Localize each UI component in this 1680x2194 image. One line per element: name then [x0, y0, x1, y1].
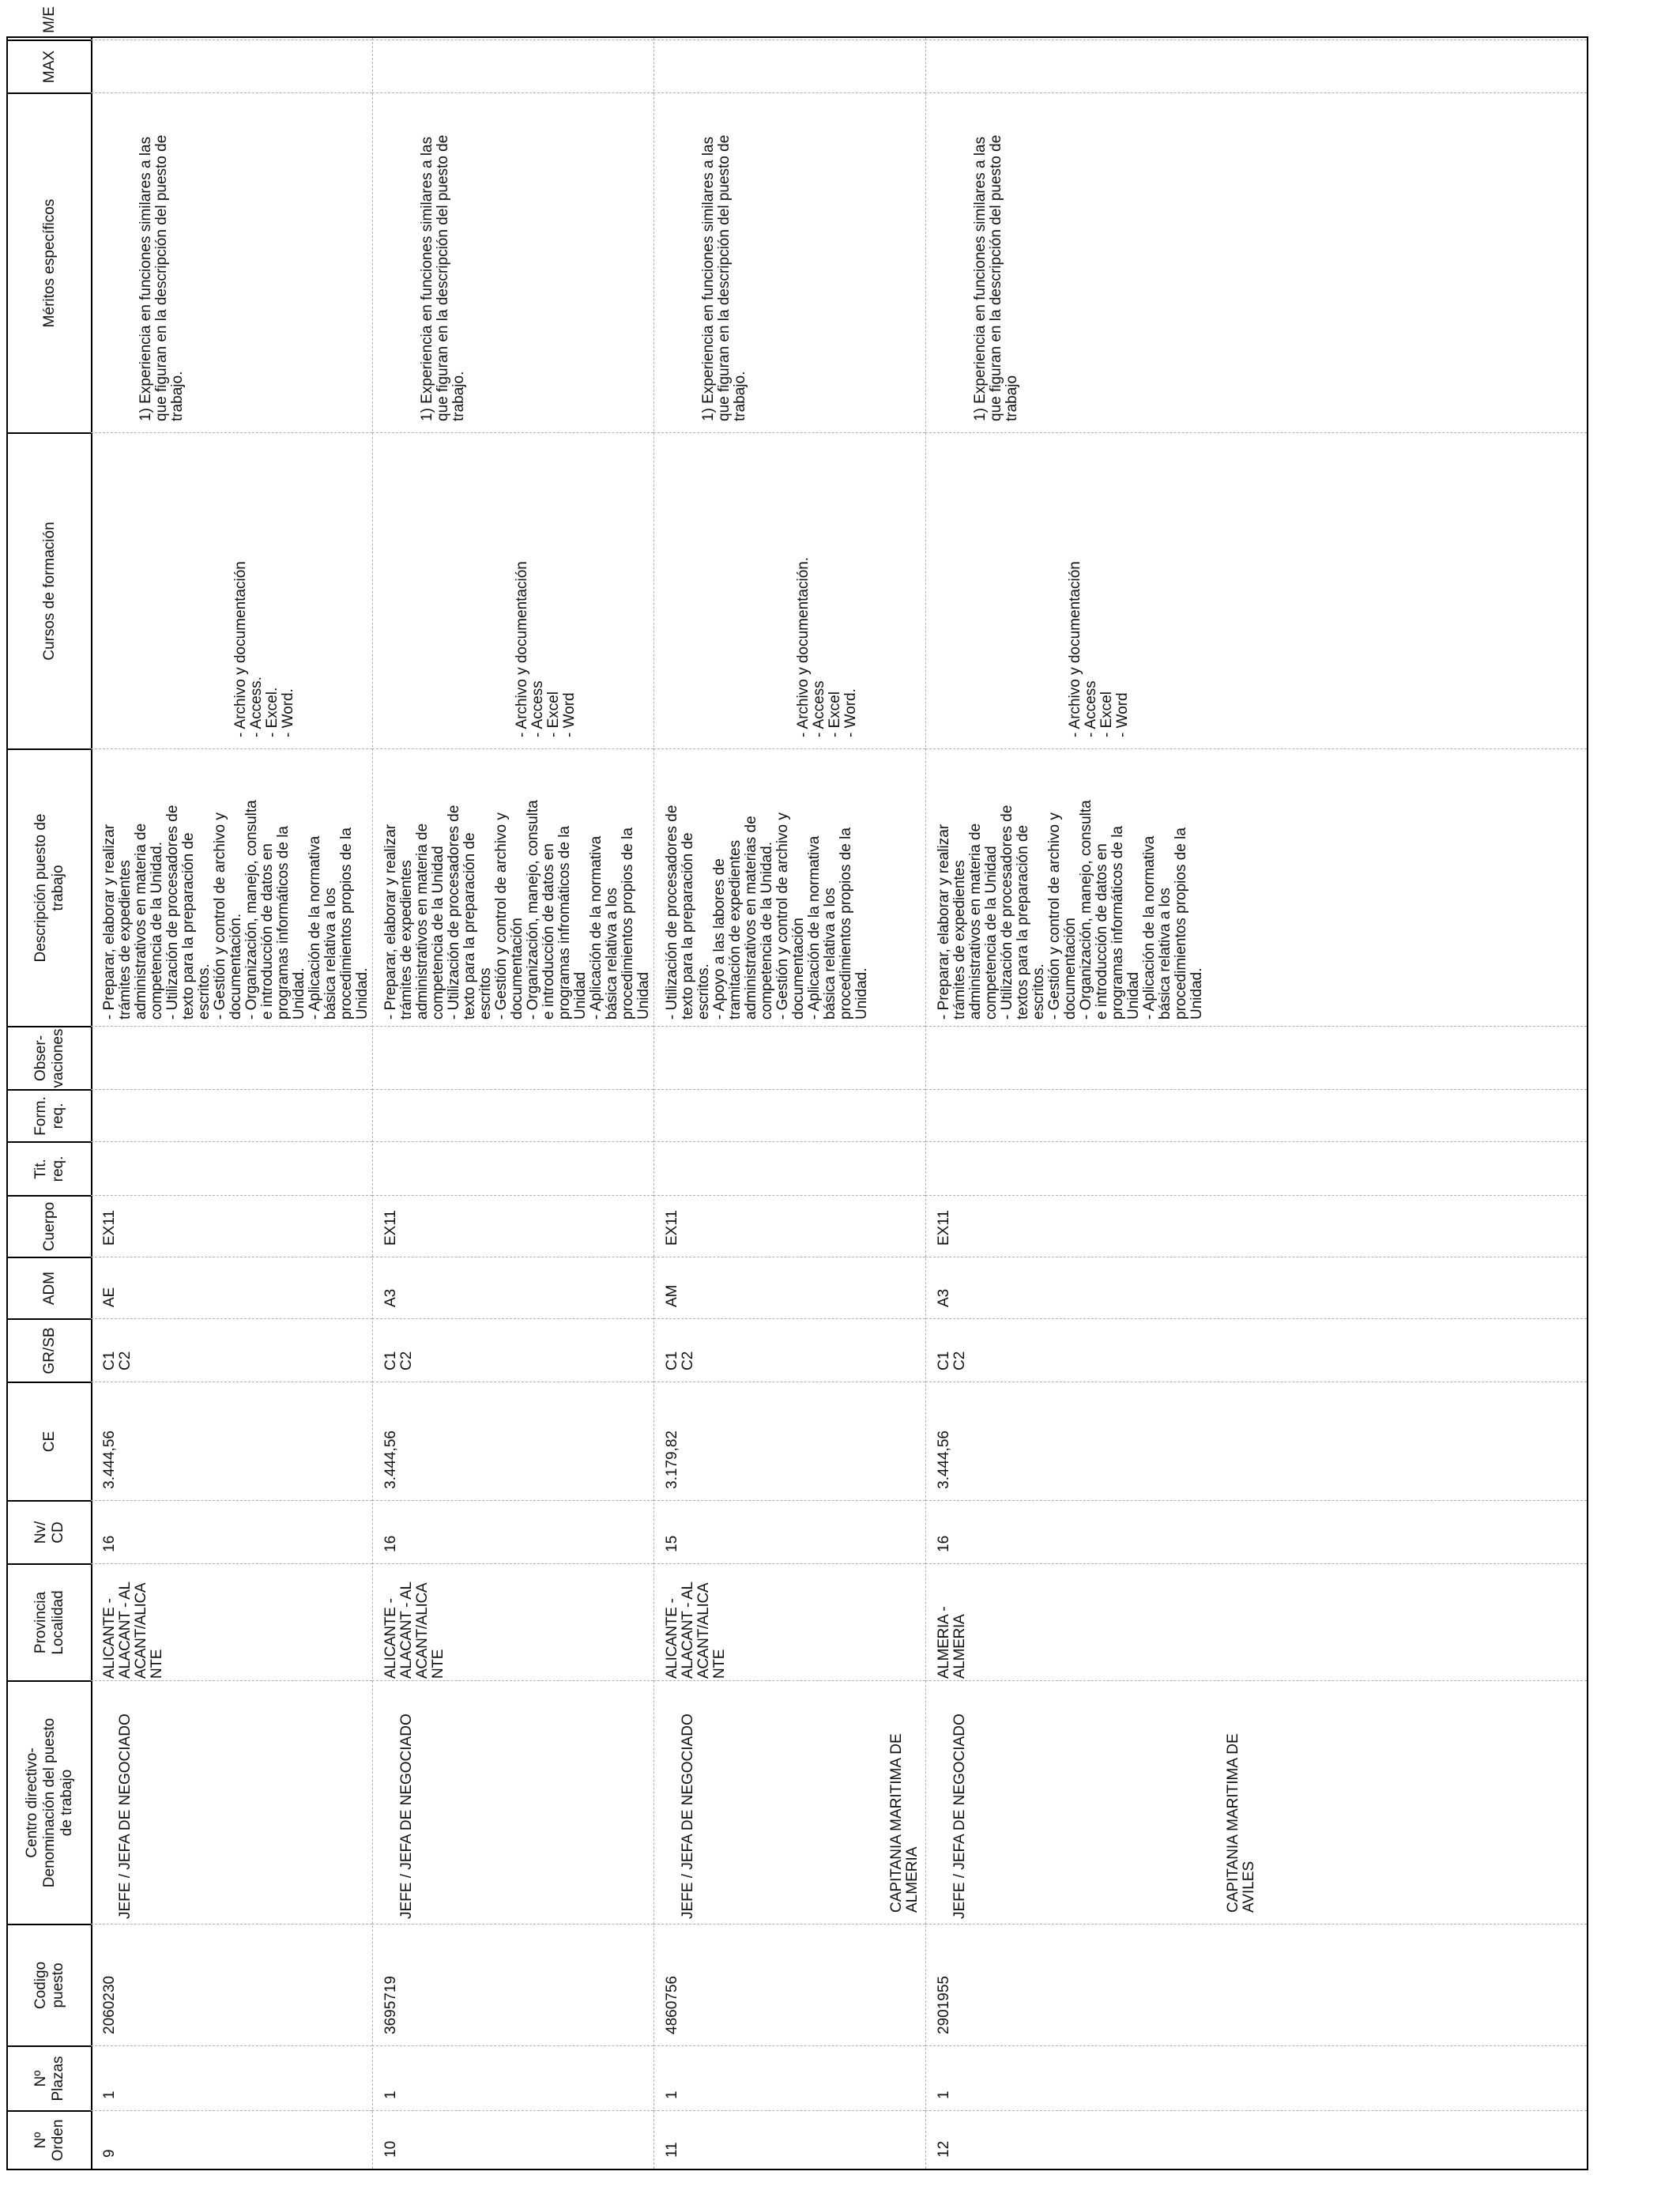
header-cursos: Cursos de formación: [8, 432, 91, 748]
cell-obs: [925, 1026, 1587, 1089]
cell-nv: 16: [91, 1500, 372, 1563]
header-cuerpo: Cuerpo: [8, 1195, 91, 1257]
cell-obs: [654, 1026, 925, 1089]
header-centro: Centro directivo- Denominación del puesto de trabajo: [8, 1680, 91, 1924]
cell-me: [372, 0, 654, 40]
header-plazas: Nº Plazas: [8, 2045, 91, 2110]
cell-codigo: 2060230: [91, 1924, 372, 2045]
cell-centro-denominacion: JEFE / JEFA DE NEGOCIADO: [680, 1713, 696, 1919]
cell-grsb: C1 C2: [91, 1318, 372, 1382]
cell-centro-directivo: CAPITANIA MARITIMA DE ALMERIA: [888, 1733, 921, 1913]
cell-obs: [372, 1026, 654, 1089]
cell-form: [925, 1089, 1587, 1141]
cell-form: [372, 1089, 654, 1141]
cell-tit: [654, 1141, 925, 1195]
cell-centro: [654, 1680, 925, 1924]
cell-max: [372, 40, 654, 92]
cell-nv: 16: [925, 1500, 1587, 1563]
cell-codigo: 2901955: [925, 1924, 1587, 2045]
cell-orden: 12: [925, 2110, 1587, 2169]
header-nv: Nv/ CD: [8, 1500, 91, 1563]
cell-obs: [91, 1026, 372, 1089]
cell-ce: 3.444,56: [91, 1382, 372, 1500]
vacancies-table: [6, 6, 1588, 2170]
cell-plazas: 1: [654, 2045, 925, 2110]
cell-cursos: - Archivo y documentación. - Access - Excel - Word.: [654, 432, 925, 748]
cell-provincia: ALICANTE - ALACANT - AL ACANT/ALICA NTE: [91, 1563, 372, 1680]
cell-me: [654, 0, 925, 40]
cell-cuerpo: EX11: [372, 1195, 654, 1257]
cell-max: [925, 40, 1587, 92]
cell-centro: [925, 1680, 1587, 1924]
cell-descripcion: - Preparar, elaborar y realizar trámites de expedientes administrativos en materia de competencia de la Unidad - Utilización de procesadores de textos para la preparación de escritos. - Gestión y control de archivo y documentación - Organización, manejo, consulta e introducción de datos en programas informáticos de la Unidad - Aplicación de la normativa básica relativa a los procedimientos propios de la Unidad.: [925, 748, 1587, 1026]
cell-ce: 3.444,56: [925, 1382, 1587, 1500]
cell-grsb: C1 C2: [654, 1318, 925, 1382]
table-row: [91, 38, 373, 2169]
header-tit: Tit. req.: [8, 1141, 91, 1195]
cell-provincia: ALMERIA - ALMERIA: [925, 1563, 1587, 1680]
cell-adm: A3: [925, 1257, 1587, 1318]
cell-plazas: 1: [372, 2045, 654, 2110]
cell-cursos: - Archivo y documentación - Access - Excel - Word: [372, 432, 654, 748]
cell-adm: A3: [372, 1257, 654, 1318]
cell-orden: 11: [654, 2110, 925, 2169]
cell-centro-denominacion: JEFE / JEFA DE NEGOCIADO: [398, 1713, 415, 1919]
header-obs: Obser- vaciones: [8, 1026, 91, 1089]
cell-centro-denominacion: JEFE / JEFA DE NEGOCIADO: [117, 1713, 134, 1919]
cell-plazas: 1: [91, 2045, 372, 2110]
cell-tit: [925, 1141, 1587, 1195]
cell-grsb: C1 C2: [925, 1318, 1587, 1382]
header-me: M/E: [40, 6, 58, 33]
header-descripcion: Descripción puesto de trabajo: [8, 748, 91, 1026]
cell-grsb: C1 C2: [372, 1318, 654, 1382]
cell-max: [91, 40, 372, 92]
cell-max: [654, 40, 925, 92]
cell-orden: 9: [91, 2110, 372, 2169]
header-form: Form. req.: [8, 1089, 91, 1141]
cell-descripcion: - Preparar, elaborar y realizar trámites de expedientes administrativos en materia de competencia de la Unidad. - Utilización de procesadores de texto para la preparación de escritos. - Gestión y control de archivo y documentación. - Organización, manejo, consulta e introducción de datos en programas informáticos de la Unidad. - Aplicación de la normativa básica relativa a los procedimientos propios de la Unidad.: [91, 748, 372, 1026]
header-grsb: GR/SB: [8, 1318, 91, 1382]
cell-me: [91, 0, 372, 40]
cell-cuerpo: EX11: [654, 1195, 925, 1257]
cell-centro-denominacion: JEFE / JEFA DE NEGOCIADO: [951, 1713, 968, 1919]
cell-provincia: ALICANTE - ALACANT - AL ACANT/ALICA NTE: [654, 1563, 925, 1680]
cell-orden: 10: [372, 2110, 654, 2169]
cell-cuerpo: EX11: [91, 1195, 372, 1257]
cell-me: [925, 0, 1587, 40]
table-row: [654, 38, 926, 2169]
cell-codigo: 4860756: [654, 1924, 925, 2045]
cell-descripcion: - Preparar, elaborar y realizar trámites de expedientes administrativos en materia de competencia de la Unidad - Utilización de procesadores de texto para la preparación de escritos - Gestión y control de archivo y documentación - Organización, manejo, consulta e introducción de datos en programas infromáticos de la Unidad - Aplicación de la normativa básica relativa a los procedimientos propios de la Unidad: [372, 748, 654, 1026]
cell-meritos: 1) Experiencia en funciones similares a las que figuran en la descripción del puesto de trabajo: [925, 92, 1587, 432]
cell-nv: 15: [654, 1500, 925, 1563]
cell-meritos: 1) Experiencia en funciones similares a las que figuran en la descripción del puesto de trabajo.: [91, 92, 372, 432]
cell-descripcion: - Utilización de procesadores de texto para la preparación de escritos. - Apoyo a las labores de tramitación de expedientes administrativos en materias de competencia de la Unidad. - Gestión y control de archivo y documentación - Aplicación de la normativa básica relativa a los procedimientos propios de la Unidad.: [654, 748, 925, 1026]
cell-cursos: - Archivo y documentación - Access. - Excel. - Word.: [91, 432, 372, 748]
header-codigo: Codigo puesto: [8, 1924, 91, 2045]
header-orden: Nº Orden: [8, 2110, 91, 2169]
table-row: [372, 38, 654, 2169]
table-header: [8, 6, 92, 2169]
cell-form: [654, 1089, 925, 1141]
cell-meritos: 1) Experiencia en funciones similares a las que figuran en la descripción del puesto de trabajo.: [654, 92, 925, 432]
cell-ce: 3.179,82: [654, 1382, 925, 1500]
header-adm: ADM: [8, 1257, 91, 1318]
cell-provincia: ALICANTE - ALACANT - AL ACANT/ALICA NTE: [372, 1563, 654, 1680]
cell-tit: [91, 1141, 372, 1195]
cell-centro: [372, 1680, 654, 1924]
table-row: [925, 38, 1587, 2169]
cell-centro-directivo: CAPITANIA MARITIMA DE AVILES: [1225, 1733, 1257, 1913]
cell-cursos: - Archivo y documentación - Access - Excel - Word: [925, 432, 1587, 748]
header-provincia: Provincia Localidad: [8, 1563, 91, 1680]
cell-form: [91, 1089, 372, 1141]
header-max: MAX: [8, 40, 91, 92]
header-meritos: Méritos específicos: [8, 92, 91, 432]
cell-tit: [372, 1141, 654, 1195]
cell-codigo: 3695719: [372, 1924, 654, 2045]
cell-adm: AM: [654, 1257, 925, 1318]
cell-plazas: 1: [925, 2045, 1587, 2110]
cell-centro: [91, 1680, 372, 1924]
cell-nv: 16: [372, 1500, 654, 1563]
cell-cuerpo: EX11: [925, 1195, 1587, 1257]
cell-meritos: 1) Experiencia en funciones similares a las que figuran en la descripción del puesto de trabajo.: [372, 92, 654, 432]
header-ce: CE: [8, 1382, 91, 1500]
cell-ce: 3.444,56: [372, 1382, 654, 1500]
cell-adm: AE: [91, 1257, 372, 1318]
